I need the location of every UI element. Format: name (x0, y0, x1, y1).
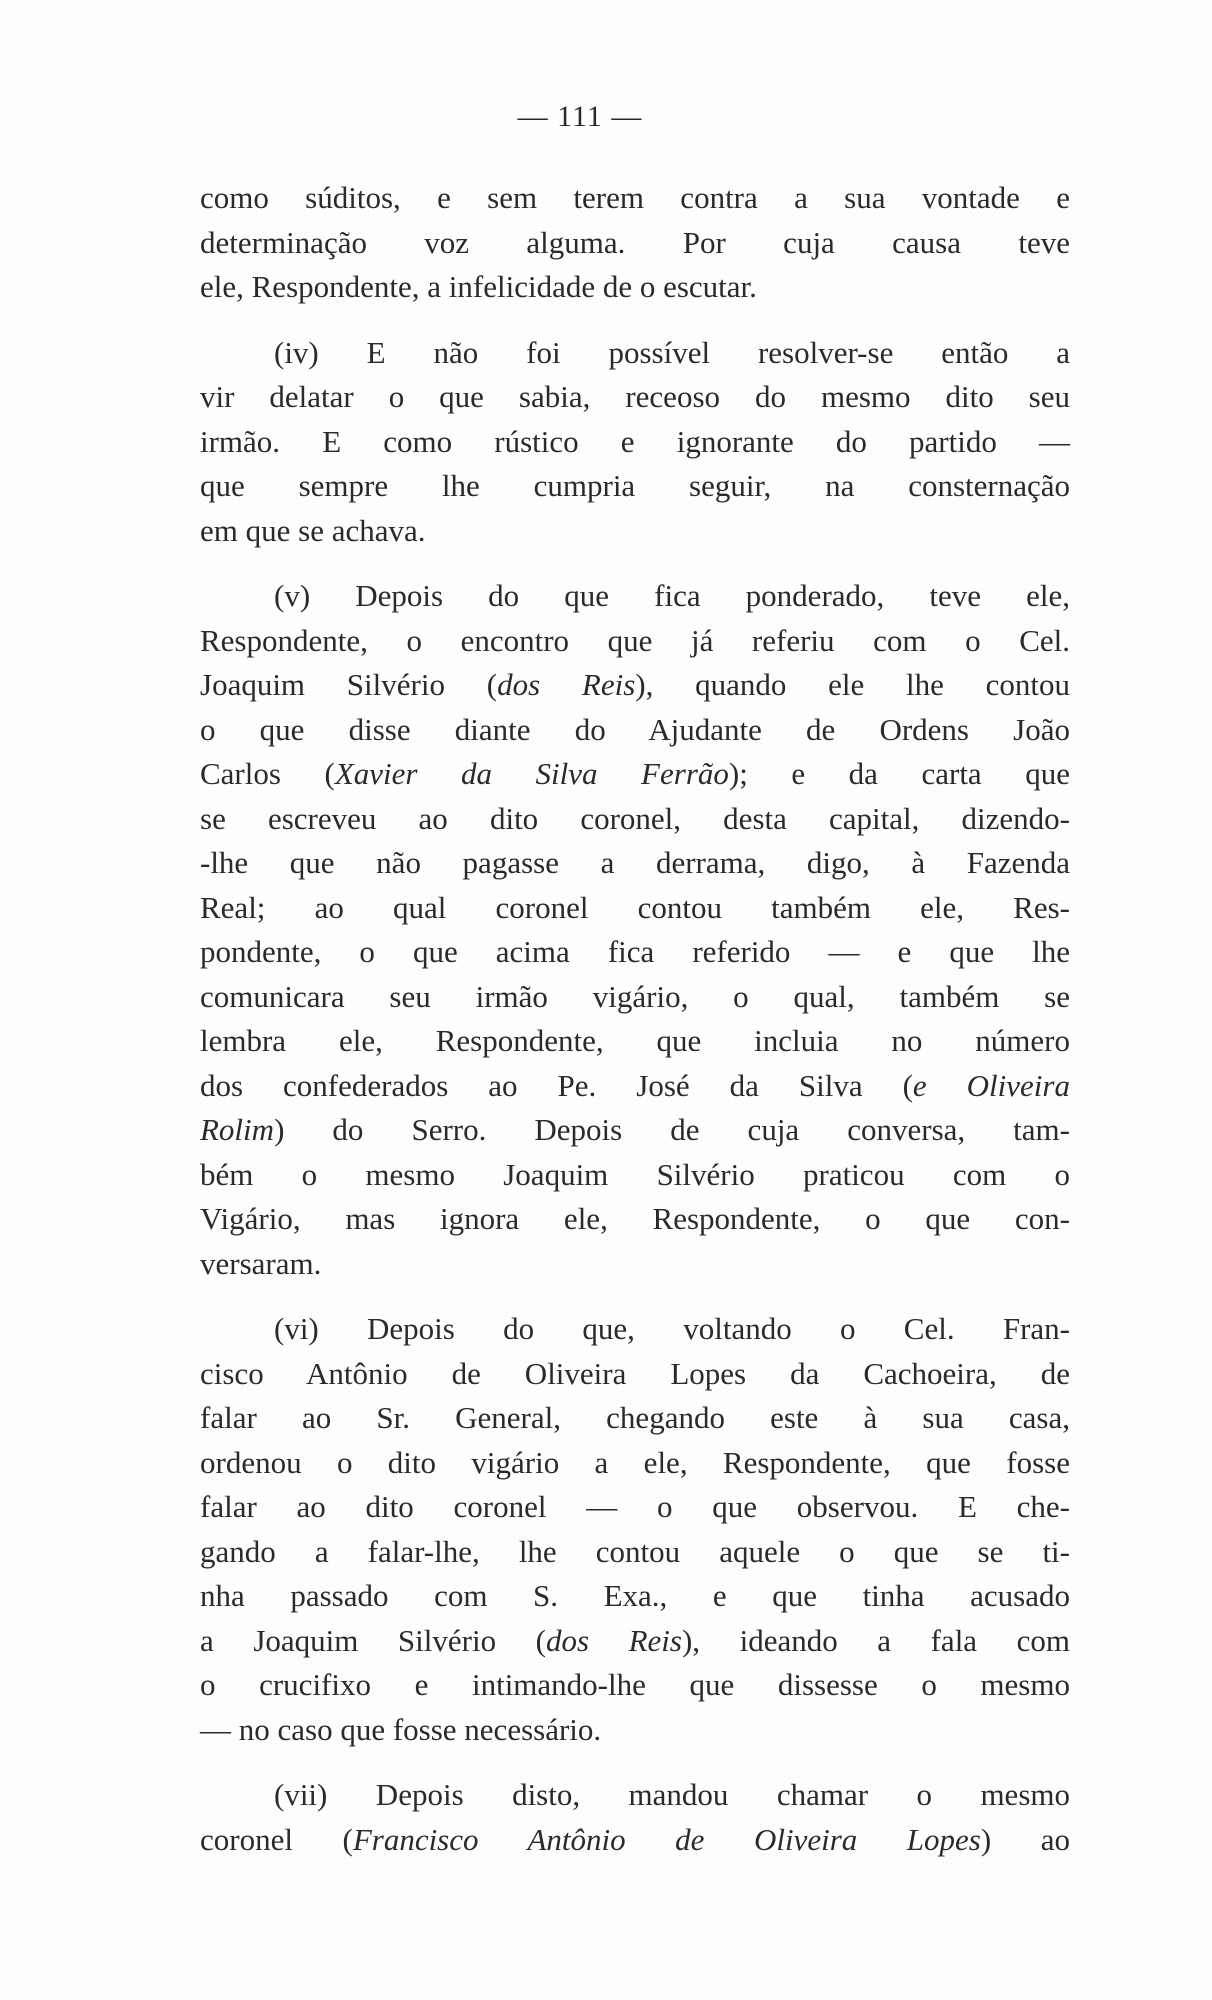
italic-text: Xavier da Silva Ferrão (334, 756, 729, 791)
text-segment: (vii) Depois disto, mandou chamar o mesmo (274, 1777, 1070, 1812)
text-line (200, 375, 1070, 420)
text-line (200, 464, 1070, 509)
text-line (200, 663, 1070, 708)
text-line (200, 886, 1070, 931)
text-segment: falar ao dito coronel — o que observou. E che- (200, 1489, 1070, 1524)
text-line (200, 930, 1070, 975)
text-line (200, 619, 1070, 664)
text-segment: Carlos ( (200, 756, 335, 791)
text-segment: coronel ( (200, 1821, 353, 1857)
text-segment: o crucifixo e intimando-lhe que dissesse o mesmo (200, 1667, 1070, 1702)
paragraph (200, 574, 1070, 1286)
text-line (200, 176, 1070, 221)
text-line (200, 1773, 1070, 1818)
text-segment: irmão. E como rústico e ignorante do partido — (200, 423, 1070, 459)
text-segment: ) ao (980, 1821, 1070, 1857)
page-number: — 111 — (517, 100, 643, 133)
text-segment: vir delatar o que sabia, receoso do mesmo dito seu (200, 379, 1070, 414)
text-segment: se escreveu ao dito coronel, desta capital, dizendo- (200, 800, 1070, 836)
text-segment: -lhe que não pagasse a derrama, digo, à Fazenda (200, 845, 1070, 880)
text-segment: ) do Serro. Depois de cuja conversa, tam- (274, 1112, 1070, 1147)
text-segment: lembra ele, Respondente, que incluia no número (200, 1023, 1070, 1058)
text-line (200, 708, 1070, 753)
text-line (200, 752, 1070, 797)
text-line (200, 975, 1070, 1020)
text-segment: determinação voz alguma. Por cuja causa teve (200, 224, 1070, 260)
text-segment: dos confederados ao Pe. José da Silva ( (200, 1067, 913, 1103)
text-segment: ), ideando a fala com (681, 1622, 1070, 1658)
paragraph (200, 176, 1070, 310)
text-segment: pondente, o que acima fica referido — e que lhe (200, 934, 1070, 969)
text-line (200, 1818, 1070, 1863)
paragraph (200, 331, 1070, 554)
text-segment: que sempre lhe cumpria seguir, na consternação (200, 468, 1070, 503)
text-line (200, 1307, 1070, 1352)
paragraph (200, 1307, 1070, 1752)
text-line (200, 1396, 1070, 1441)
text-line (200, 1197, 1070, 1242)
text-line (200, 1352, 1070, 1397)
text-segment: Joaquim Silvério ( (200, 667, 498, 702)
text-segment: cisco Antônio de Oliveira Lopes da Cachoeira, de (200, 1355, 1070, 1391)
text-segment: ordenou o dito vigário a ele, Respondente, que fosse (200, 1444, 1070, 1480)
text-line (200, 420, 1070, 465)
text-segment: ele, Respondente, a infelicidade de o escutar. (200, 269, 757, 304)
text-segment: (iv) E não foi possível resolver-se então a (274, 334, 1070, 370)
text-line (200, 1530, 1070, 1575)
text-line (200, 1485, 1070, 1530)
text-segment: versaram. (200, 1245, 322, 1281)
text-line (200, 1064, 1070, 1109)
text-segment: como súditos, e sem terem contra a sua vontade e (200, 180, 1070, 215)
text-line (200, 841, 1070, 886)
text-segment: ), quando ele lhe contou (635, 667, 1071, 702)
text-line (200, 797, 1070, 842)
text-segment: Respondente, o encontro que já referiu com o Cel. (200, 622, 1070, 658)
text-line (200, 509, 1070, 554)
text-line (200, 1574, 1070, 1619)
text-line (200, 221, 1070, 266)
text-line (200, 1019, 1070, 1064)
document-body (200, 176, 1070, 1883)
text-line (200, 1619, 1070, 1664)
text-segment: ); e da carta que (728, 756, 1070, 791)
text-segment: gando a falar-lhe, lhe contou aquele o que se ti- (200, 1533, 1070, 1569)
text-segment: a Joaquim Silvério ( (200, 1622, 546, 1658)
text-segment: o que disse diante do Ajudante de Ordens João (200, 711, 1070, 747)
text-segment: Real; ao qual coronel contou também ele, Res- (200, 889, 1070, 925)
text-segment: (v) Depois do que fica ponderado, teve ele, (274, 578, 1070, 613)
text-segment: bém o mesmo Joaquim Silvério praticou com o (200, 1156, 1070, 1192)
text-segment: Vigário, mas ignora ele, Respondente, o que con- (200, 1201, 1070, 1236)
italic-text: e Oliveira (912, 1067, 1070, 1103)
text-segment: (vi) Depois do que, voltando o Cel. Fran- (274, 1311, 1070, 1346)
text-line (200, 574, 1070, 619)
text-segment: nha passado com S. Exa., e que tinha acusado (200, 1578, 1070, 1613)
paragraph (200, 1773, 1070, 1862)
text-line (200, 1708, 1070, 1753)
text-line (200, 265, 1070, 310)
italic-text: Francisco Antônio de Oliveira Lopes (352, 1821, 981, 1857)
text-line (200, 1242, 1070, 1287)
text-line (200, 331, 1070, 376)
text-segment: — no caso que fosse necessário. (200, 1711, 602, 1747)
text-line (200, 1108, 1070, 1153)
text-segment: falar ao Sr. General, chegando este à sua casa, (200, 1400, 1070, 1435)
text-segment: em que se achava. (200, 512, 426, 548)
text-segment: comunicara seu irmão vigário, o qual, também se (200, 978, 1070, 1014)
italic-text: Rolim (200, 1112, 275, 1147)
italic-text: dos Reis (497, 667, 636, 702)
text-line (200, 1441, 1070, 1486)
text-line (200, 1153, 1070, 1198)
text-line (200, 1663, 1070, 1708)
italic-text: dos Reis (545, 1622, 682, 1658)
